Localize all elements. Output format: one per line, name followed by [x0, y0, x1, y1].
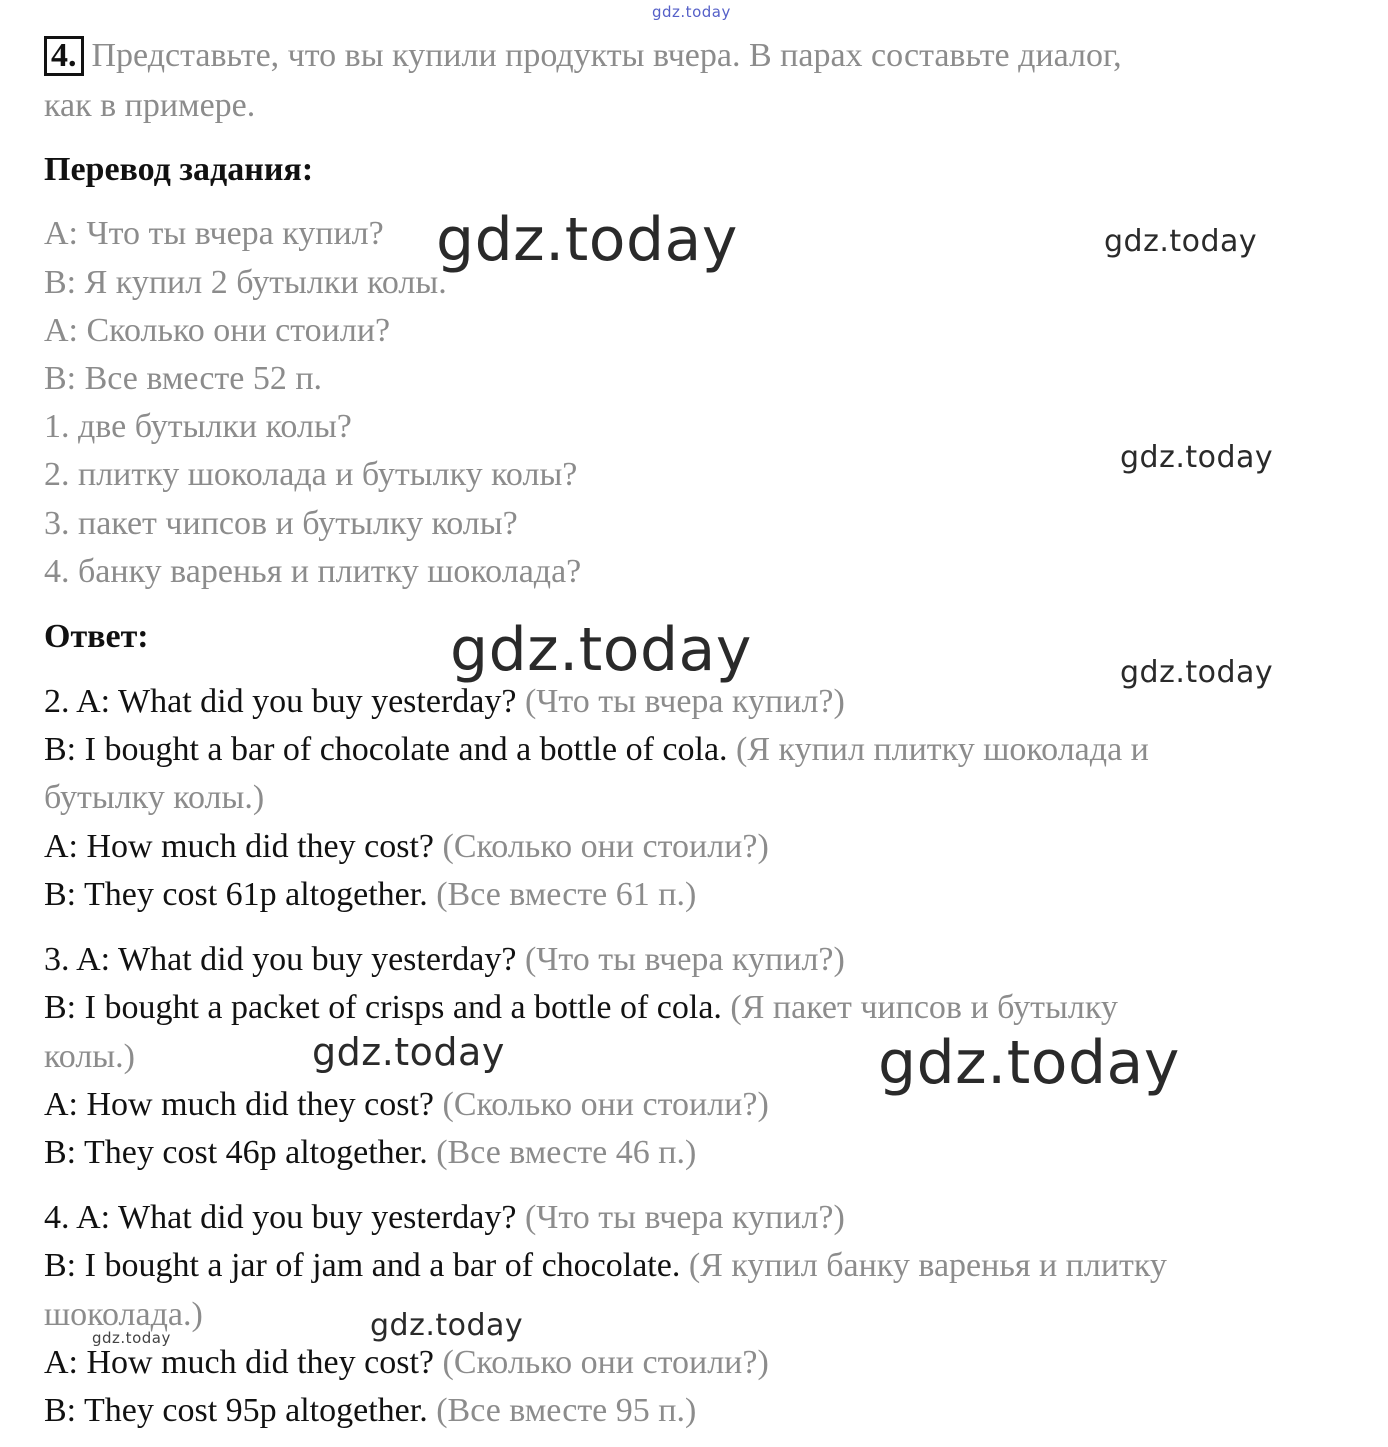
- translation-line: А: Что ты вчера купил?: [44, 215, 384, 252]
- dialog-answer: B: I bought a bar of chocolate and a bottle of cola.: [44, 731, 728, 768]
- dialog-line: [44, 827, 769, 867]
- dialog-translation: (Сколько они стоили?): [442, 828, 769, 865]
- dialog-line: [44, 875, 696, 915]
- dialog-translation: (Я купил плитку шоколада и: [736, 731, 1149, 768]
- dialog-translation: (Все вместе 61 п.): [436, 876, 697, 913]
- watermark-large-3: gdz.today: [312, 1030, 505, 1074]
- dialog-question: A: How much did they cost?: [44, 1344, 434, 1381]
- dialog-answer: B: I bought a jar of jam and a bar of chocolate.: [44, 1247, 681, 1284]
- watermark-medium-1: gdz.today: [1104, 224, 1258, 259]
- dialog-line: [44, 1085, 769, 1125]
- dialog-translation: (Я купил банку варенья и плитку: [688, 1247, 1167, 1284]
- watermark-medium-2: gdz.today: [1120, 440, 1274, 475]
- dialog-line: [44, 1246, 1167, 1286]
- watermark-large-4: gdz.today: [878, 1028, 1180, 1098]
- translation-line: А: Сколько они стоили?: [44, 312, 391, 349]
- dialog-question: 2. A: What did you buy yesterday?: [44, 683, 517, 720]
- dialog-line: [44, 1343, 769, 1383]
- dialog-translation: (Что ты вчера купил?): [524, 683, 845, 720]
- dialog-line: [44, 682, 845, 722]
- task-text-line2: как в примере.: [44, 87, 256, 124]
- task-text-line1: Представьте, что вы купили продукты вчера. В парах составьте диалог,: [91, 37, 1122, 74]
- dialog-translation: (Все вместе 46 п.): [436, 1134, 697, 1171]
- dialog-answer: B: I bought a packet of crisps and a bottle of cola.: [44, 989, 722, 1026]
- watermark-small: gdz.today: [92, 1329, 171, 1347]
- dialog-line: [44, 1133, 696, 1173]
- dialog-translation: (Я пакет чипсов и бутылку: [730, 989, 1118, 1026]
- dialog-question: 3. A: What did you buy yesterday?: [44, 941, 517, 978]
- task-header: [44, 36, 1122, 76]
- translation-line: 2. плитку шоколада и бутылку колы?: [44, 456, 578, 493]
- dialog-translation: (Сколько они стоили?): [442, 1344, 769, 1381]
- translation-heading: Перевод задания:: [44, 151, 314, 188]
- dialog-translation: (Все вместе 95 п.): [436, 1392, 697, 1429]
- watermark-medium-4: gdz.today: [370, 1308, 524, 1343]
- dialog-translation-cont: шоколада.): [44, 1296, 203, 1333]
- dialog-translation-cont: колы.): [44, 1038, 135, 1075]
- dialog-answer: B: They cost 46p altogether.: [44, 1134, 428, 1171]
- dialog-line: [44, 988, 1118, 1028]
- dialog-translation: (Что ты вчера купил?): [524, 1199, 845, 1236]
- translation-line: В: Все вместе 52 п.: [44, 360, 323, 397]
- dialog-line: [44, 940, 845, 980]
- watermark-medium-3: gdz.today: [1120, 655, 1274, 690]
- watermark-large-2: gdz.today: [450, 615, 752, 685]
- dialog-question: A: How much did they cost?: [44, 1086, 434, 1123]
- translation-line: В: Я купил 2 бутылки колы.: [44, 264, 447, 301]
- dialog-question: A: How much did they cost?: [44, 828, 434, 865]
- watermark-large-1: gdz.today: [436, 205, 738, 275]
- dialog-answer: B: They cost 95p altogether.: [44, 1392, 428, 1429]
- dialog-answer: B: They cost 61p altogether.: [44, 876, 428, 913]
- dialog-line: [44, 730, 1149, 770]
- answer-heading: Ответ:: [44, 618, 149, 655]
- dialog-translation-cont: бутылку колы.): [44, 779, 265, 816]
- translation-line: 4. банку варенья и плитку шоколада?: [44, 553, 582, 590]
- dialog-line: [44, 1391, 696, 1431]
- dialog-translation: (Сколько они стоили?): [442, 1086, 769, 1123]
- dialog-line: [44, 1198, 845, 1238]
- translation-line: 3. пакет чипсов и бутылку колы?: [44, 505, 518, 542]
- task-number: 4.: [44, 36, 84, 76]
- dialog-translation: (Что ты вчера купил?): [524, 941, 845, 978]
- translation-line: 1. две бутылки колы?: [44, 408, 352, 445]
- dialog-question: 4. A: What did you buy yesterday?: [44, 1199, 517, 1236]
- watermark-top: gdz.today: [652, 3, 731, 21]
